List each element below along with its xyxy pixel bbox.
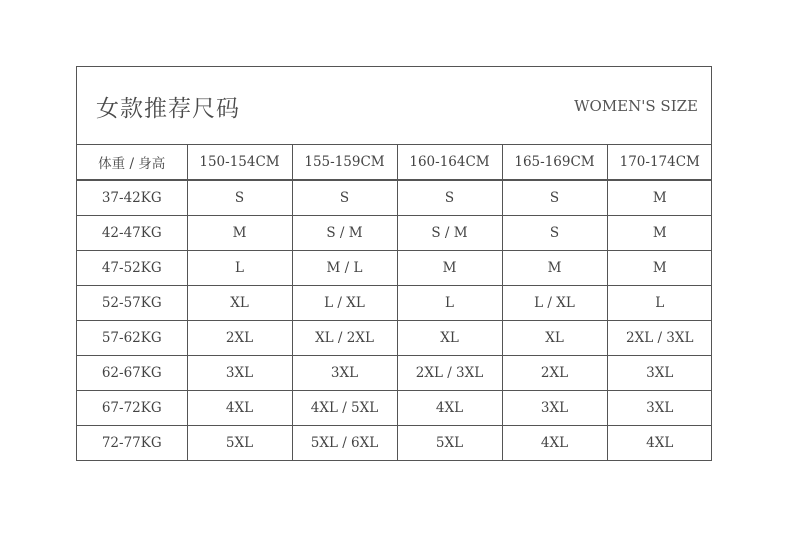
size-cell: 4XL <box>502 426 607 461</box>
size-cell: M <box>607 180 712 216</box>
title-english: WOMEN'S SIZE <box>574 97 698 115</box>
size-cell: XL <box>187 286 292 321</box>
size-cell: XL <box>397 321 502 356</box>
size-cell: L / XL <box>502 286 607 321</box>
weight-cell: 62-67KG <box>77 356 187 391</box>
size-cell: M <box>397 251 502 286</box>
size-cell: 3XL <box>607 356 712 391</box>
size-cell: 4XL <box>187 391 292 426</box>
size-cell: S <box>292 180 397 216</box>
size-cell: L / XL <box>292 286 397 321</box>
size-cell: 5XL <box>397 426 502 461</box>
size-cell: S / M <box>397 216 502 251</box>
size-cell: S <box>502 216 607 251</box>
header-height-150-154: 150-154CM <box>187 145 292 180</box>
header-height-165-169: 165-169CM <box>502 145 607 180</box>
size-cell: M <box>187 216 292 251</box>
title-chinese: 女款推荐尺码 <box>96 96 240 122</box>
table-row <box>77 216 712 251</box>
weight-cell: 57-62KG <box>77 321 187 356</box>
size-cell: 2XL / 3XL <box>607 321 712 356</box>
header-weight-height: 体重 / 身高 <box>77 145 187 180</box>
card-header <box>77 67 711 145</box>
table-row <box>77 180 712 216</box>
header-height-155-159: 155-159CM <box>292 145 397 180</box>
weight-cell: 67-72KG <box>77 391 187 426</box>
size-cell: S <box>502 180 607 216</box>
size-cell: XL / 2XL <box>292 321 397 356</box>
size-cell: S <box>187 180 292 216</box>
size-cell: 2XL <box>187 321 292 356</box>
table-row <box>77 356 712 391</box>
size-chart-card <box>76 66 712 461</box>
size-cell: 5XL <box>187 426 292 461</box>
size-cell: L <box>607 286 712 321</box>
weight-cell: 52-57KG <box>77 286 187 321</box>
header-height-170-174: 170-174CM <box>607 145 712 180</box>
weight-cell: 37-42KG <box>77 180 187 216</box>
size-cell: 3XL <box>607 391 712 426</box>
header-height-160-164: 160-164CM <box>397 145 502 180</box>
size-cell: 4XL / 5XL <box>292 391 397 426</box>
size-cell: 3XL <box>502 391 607 426</box>
size-cell: S / M <box>292 216 397 251</box>
weight-cell: 72-77KG <box>77 426 187 461</box>
size-cell: 4XL <box>646 435 674 451</box>
size-cell: 3XL <box>187 356 292 391</box>
weight-cell: 42-47KG <box>77 216 187 251</box>
table-row <box>77 321 712 356</box>
size-cell: L <box>187 251 292 286</box>
size-cell: S <box>397 180 502 216</box>
size-cell: 4XL <box>397 391 502 426</box>
size-cell: 5XL / 6XL <box>292 426 397 461</box>
size-cell: 3XL <box>292 356 397 391</box>
size-cell: 2XL / 3XL <box>397 356 502 391</box>
header-row <box>77 145 712 180</box>
table-row <box>77 251 712 286</box>
size-cell: XL <box>502 321 607 356</box>
table-row <box>77 426 712 461</box>
size-cell: 2XL <box>502 356 607 391</box>
size-cell: M / L <box>292 251 397 286</box>
size-cell: M <box>607 251 712 286</box>
size-cell: M <box>607 216 712 251</box>
size-cell: L <box>397 286 502 321</box>
size-cell: M <box>502 251 607 286</box>
table-row <box>77 286 712 321</box>
weight-cell: 47-52KG <box>77 251 187 286</box>
size-table <box>77 145 712 460</box>
table-row <box>77 391 712 426</box>
